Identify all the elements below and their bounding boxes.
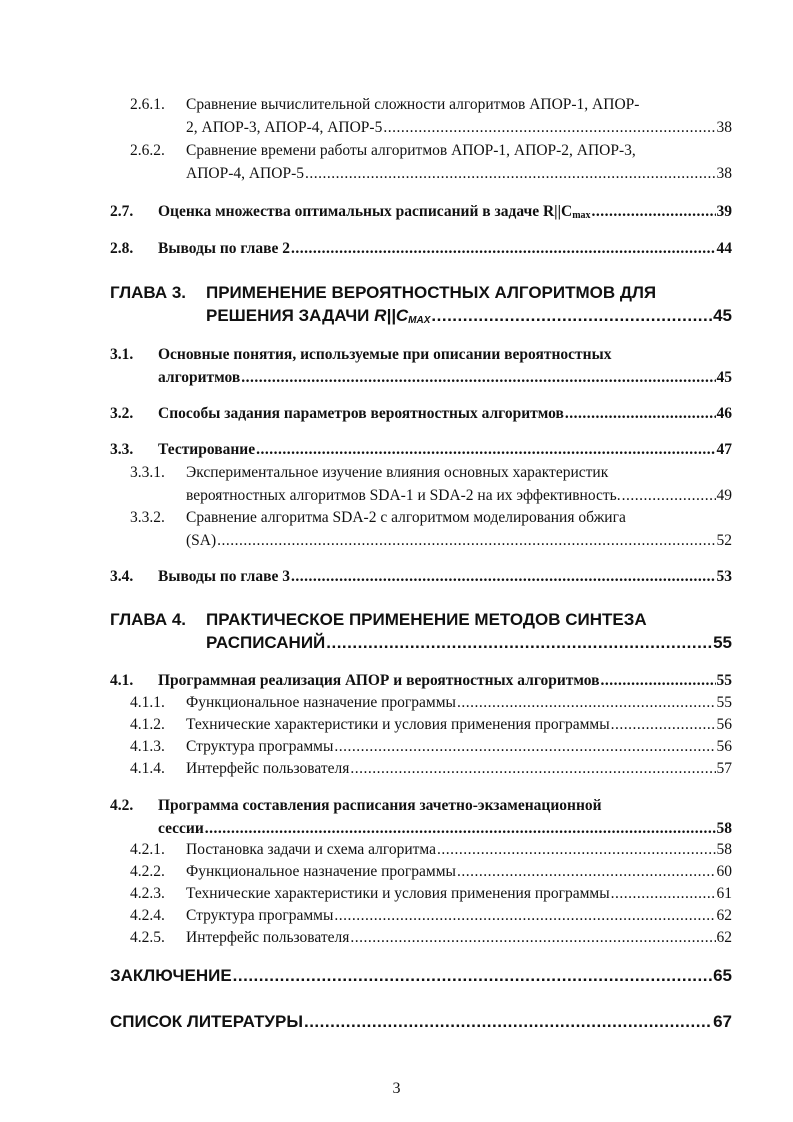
toc-title: Оценка множества оптимальных расписаний в задаче $R||C_{max}$: [158, 203, 591, 221]
toc-page: 56: [716, 738, 732, 755]
toc-page: 45: [716, 369, 732, 386]
toc-entry-4-2-4[interactable]: [130, 907, 732, 925]
toc-number: 2.8.: [110, 240, 134, 257]
toc-page: 44: [716, 240, 732, 257]
toc-page: 57: [716, 760, 732, 777]
toc-entry-4-2-3[interactable]: [130, 885, 732, 903]
toc-number: 3.2.: [110, 405, 134, 422]
toc-title: Основные понятия, используемые при описании вероятностных: [158, 346, 612, 363]
toc-page: 47: [716, 441, 732, 458]
toc-number: ГЛАВА 3.: [110, 283, 187, 302]
toc-title-cont: 2, АПОР-3, АПОР-4, АПОР-5: [186, 119, 383, 136]
toc-leader: [457, 863, 716, 881]
toc-leader: [611, 885, 716, 903]
toc-leader: [241, 369, 715, 387]
toc-title: Программная реализация АПОР и вероятностных алгоритмов: [158, 672, 600, 689]
toc-leader: [233, 966, 712, 986]
toc-number: 2.6.1.: [130, 96, 165, 113]
toc-title: Постановка задачи и схема алгоритма: [186, 841, 436, 858]
toc-entry-4-1-2[interactable]: [130, 716, 732, 734]
toc-page: 53: [716, 568, 732, 585]
toc-references[interactable]: [110, 1012, 732, 1032]
toc-title: Выводы по главе 3: [158, 568, 290, 585]
toc-entry-3-3-1[interactable]: [130, 464, 732, 482]
toc-chapter-3[interactable]: [110, 283, 732, 303]
toc-title: Выводы по главе 2: [158, 240, 290, 257]
toc-leader: [205, 820, 716, 838]
toc-entry-4-1[interactable]: [110, 672, 732, 690]
toc-number: 4.2.4.: [130, 907, 165, 924]
toc-page: 60: [716, 863, 732, 880]
toc-title: Интерфейс пользователя: [186, 760, 350, 777]
toc-number: 4.2.1.: [130, 841, 165, 858]
page-number: 3: [392, 1080, 401, 1097]
toc-title: Структура программы: [186, 738, 334, 755]
toc-leader: [334, 907, 715, 925]
toc-entry-4-1-1[interactable]: [130, 694, 732, 712]
toc-entry-3-3[interactable]: [110, 441, 732, 459]
toc-leader: [217, 532, 715, 550]
toc-number: 4.1.4.: [130, 760, 165, 777]
toc-entry-4-2-cont[interactable]: [158, 820, 732, 838]
toc-number: 4.2.: [110, 797, 134, 814]
toc-leader: [437, 841, 716, 859]
toc-leader: [600, 672, 715, 690]
toc-title: Структура программы: [186, 907, 334, 924]
toc-title: Интерфейс пользователя: [186, 929, 350, 946]
toc-title: Способы задания параметров вероятностных алгоритмов: [158, 405, 564, 422]
toc-leader: [457, 694, 716, 712]
toc-page: 56: [716, 716, 732, 733]
toc-leader: [256, 441, 715, 459]
toc-page: 67: [713, 1012, 732, 1031]
toc-leader: [622, 487, 716, 505]
toc-number: 4.1.1.: [130, 694, 165, 711]
toc-entry-3-2[interactable]: [110, 405, 732, 423]
toc-leader: [350, 929, 715, 947]
toc-title-cont: (SA): [186, 532, 217, 549]
toc-number: 4.2.5.: [130, 929, 165, 946]
toc-entry-3-3-2-cont[interactable]: [186, 532, 732, 550]
toc-title: СПИСОК ЛИТЕРАТУРЫ: [110, 1012, 303, 1031]
toc-leader: [291, 568, 716, 586]
toc-title-cont: АПОР-4, АПОР-5: [186, 165, 304, 182]
toc-leader: [305, 165, 716, 183]
toc-leader: [611, 716, 716, 734]
toc-page: 55: [716, 694, 732, 711]
toc-title: Функциональное назначение программы: [186, 694, 456, 711]
toc-entry-2-6-1[interactable]: [130, 96, 732, 114]
toc-leader: [350, 760, 715, 778]
toc-number: 3.4.: [110, 568, 134, 585]
toc-entry-4-2-2[interactable]: [130, 863, 732, 881]
toc-title: ПРИМЕНЕНИЕ ВЕРОЯТНОСТНЫХ АЛГОРИТМОВ ДЛЯ: [206, 283, 657, 302]
toc-title-cont: алгоритмов: [158, 369, 241, 386]
toc-title: ЗАКЛЮЧЕНИЕ: [110, 966, 232, 985]
toc-page: 62: [716, 929, 732, 946]
toc-number: 3.3.: [110, 441, 134, 458]
toc-title-cont: РАСПИСАНИЙ: [206, 633, 326, 652]
toc-page: 39: [716, 203, 732, 220]
toc-entry-3-3-2[interactable]: [130, 509, 732, 527]
toc-leader: [291, 240, 716, 258]
toc-leader: [431, 306, 712, 326]
toc-chapter-4-cont[interactable]: [206, 633, 732, 653]
toc-leader: [326, 633, 712, 653]
toc-entry-4-1-3[interactable]: [130, 738, 732, 756]
toc-leader: [592, 203, 716, 221]
toc-page: 58: [716, 841, 732, 858]
toc-page: 61: [716, 885, 732, 902]
toc-entry-3-1[interactable]: [110, 346, 732, 364]
toc-page: 62: [716, 907, 732, 924]
toc-number: 3.3.1.: [130, 464, 165, 481]
toc-entry-4-1-4[interactable]: [130, 760, 732, 778]
toc-title: ПРАКТИЧЕСКОЕ ПРИМЕНЕНИЕ МЕТОДОВ СИНТЕЗА: [206, 610, 647, 629]
toc-entry-2-6-2-cont[interactable]: [186, 165, 732, 183]
toc-conclusion[interactable]: [110, 966, 732, 986]
toc-number: 4.1.3.: [130, 738, 165, 755]
toc-entry-3-3-1-cont[interactable]: [186, 487, 732, 505]
toc-number: 3.3.2.: [130, 509, 165, 526]
toc-entry-4-2[interactable]: [110, 797, 732, 815]
toc-number: 4.2.2.: [130, 863, 165, 880]
toc-page: 46: [716, 405, 732, 422]
toc-number: ГЛАВА 4.: [110, 610, 187, 629]
toc-title: Тестирование: [158, 441, 256, 458]
toc-page: 38: [716, 119, 732, 136]
toc-page: 38: [716, 165, 732, 182]
toc-number: 2.6.2.: [130, 142, 165, 159]
toc-leader: [383, 119, 715, 137]
toc-page: 58: [716, 820, 732, 837]
toc-page: 52: [716, 532, 732, 549]
toc-page: 45: [713, 306, 732, 325]
toc-title: Экспериментальное изучение влияния основных характеристик: [186, 464, 609, 481]
toc-page: 55: [716, 672, 732, 689]
toc-number: 4.1.: [110, 672, 134, 689]
toc-page: 49: [716, 487, 732, 504]
toc-entry-3-1-cont[interactable]: [158, 369, 732, 387]
toc-title: Сравнение вычислительной сложности алгоритмов АПОР-1, АПОР-: [186, 96, 640, 113]
toc-entry-2-8[interactable]: [110, 240, 732, 258]
toc-leader: [565, 405, 716, 423]
toc-title: Технические характеристики и условия применения программы: [186, 716, 610, 733]
toc-entry-2-6-2[interactable]: [130, 142, 732, 160]
toc-title-cont: вероятностных алгоритмов SDA-1 и SDA-2 на их эффективность.: [186, 487, 621, 504]
toc-page: 55: [713, 633, 732, 652]
toc-entry-4-2-1[interactable]: [130, 841, 732, 859]
toc-entry-4-2-5[interactable]: [130, 929, 732, 947]
toc-leader: [334, 738, 715, 756]
toc-title-cont: сессии: [158, 820, 204, 837]
toc-title: Сравнение времени работы алгоритмов АПОР-1, АПОР-2, АПОР-3,: [186, 142, 636, 159]
toc-entry-2-7[interactable]: [110, 203, 732, 221]
toc-page: 65: [713, 966, 732, 985]
toc-title: Технические характеристики и условия применения программы: [186, 885, 610, 902]
toc-title: Программа составления расписания зачетно-экзаменационной: [158, 797, 602, 814]
toc-number: 2.7.: [110, 203, 134, 220]
toc-number: 4.1.2.: [130, 716, 165, 733]
toc-entry-2-6-1-cont[interactable]: [186, 119, 732, 137]
toc-chapter-4[interactable]: [110, 610, 732, 630]
toc-leader: [304, 1012, 712, 1032]
toc-entry-3-4[interactable]: [110, 568, 732, 586]
toc-title: Функциональное назначение программы: [186, 863, 456, 880]
toc-chapter-3-cont[interactable]: [206, 306, 732, 326]
toc-title: Сравнение алгоритма SDA-2 с алгоритмом моделирования обжига: [186, 509, 626, 526]
toc-number: 3.1.: [110, 346, 134, 363]
toc-title-cont: РЕШЕНИЯ ЗАДАЧИ $R||C_{MAX}$: [206, 306, 431, 326]
toc-number: 4.2.3.: [130, 885, 165, 902]
